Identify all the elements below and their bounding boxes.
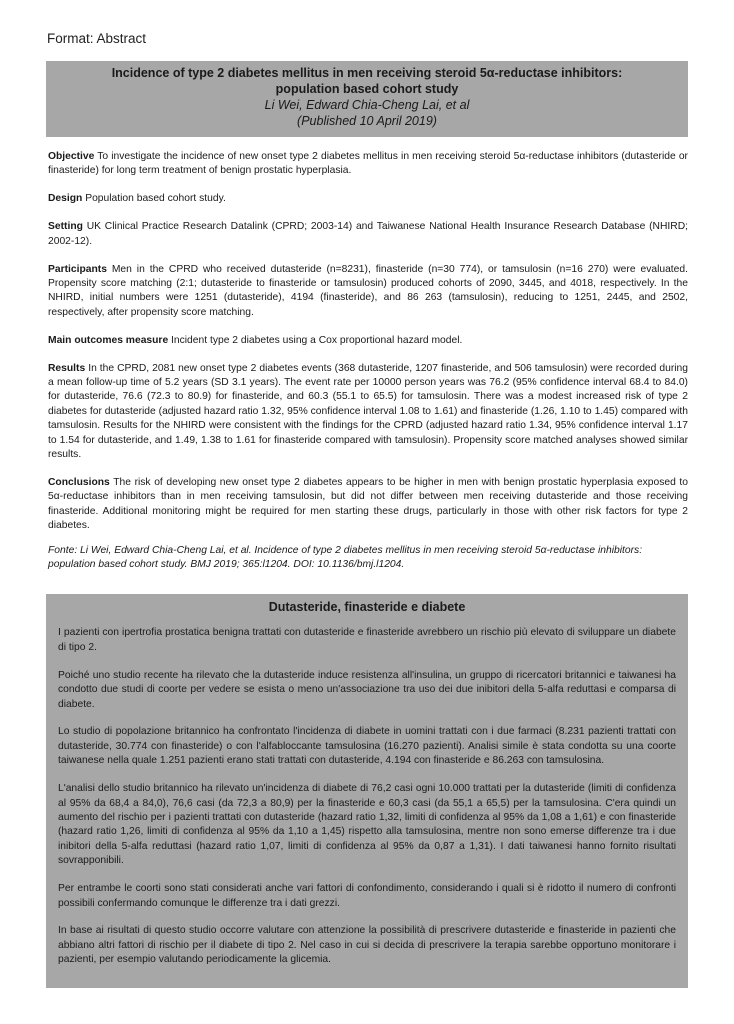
article-header <box>46 61 688 137</box>
main-outcomes-label: Main outcomes measure <box>48 334 169 346</box>
source-citation: Fonte: Li Wei, Edward Chia-Cheng Lai, et al. Incidence of type 2 diabetes mellitus in men receiving steroid 5α-reductase inhibitors: population based cohort study. BMJ 2019; 365:l1204. DOI: 10.1136/bmj.l1204. <box>48 545 643 571</box>
design-text: Population based cohort study. <box>82 193 226 205</box>
conclusions-section <box>48 476 688 534</box>
format-label: Format: Abstract <box>47 31 147 46</box>
authors: Li Wei, Edward Chia-Cheng Lai, et al <box>264 98 470 112</box>
setting-label: Setting <box>48 221 83 233</box>
design-section <box>48 192 688 206</box>
participants-label: Participants <box>48 263 107 275</box>
objective-section <box>48 150 688 179</box>
italian-paragraph: In base ai risultati di questo studio occorre valutare con attenzione la possibilità di prescrivere dutasteride e finasteride in pazienti che abbiano altri fattori di rischio per il diabete di tipo 2. Nel caso in cui si decida di prescrivere la terapia sarebbe opportuno monitorare i pazienti, per esempio valutando periodicamente la glicemia. <box>58 925 676 966</box>
setting-section <box>48 220 688 249</box>
results-text: In the CPRD, 2081 new onset type 2 diabetes events (368 dutasteride, 1207 finasteride, and 506 tamsulosin) were recorded during a mean follow-up time of 5.2 years (SD 3.1 years). The event rate per 10000 person years was 76.2 (95% confidence interval 68.4 to 84.0) for dutasteride, 76.6 (72.3 to 80.9) for finasteride, and 60.3 (55.1 to 65.5) for tamsulosin. There was a modest increased risk of type 2 diabetes for dutasteride (adjusted hazard ratio 1.32, 95% confidence interval 1.08 to 1.61) and finasteride (1.26, 1.10 to 1.45) compared with tamsulosin. Results for the NHIRD were consistent with the findings for the CPRD (adjusted hazard ratio 1.34, 95% confidence interval 1.17 to 1.54 for dutasteride, and 1.49, 1.38 to 1.61 for finasteride compared with tamsulosin). Propensity score matched analyses showed similar results. <box>48 362 688 460</box>
published-date: (Published 10 April 2019) <box>297 114 437 128</box>
italian-summary-title: Dutasteride, finasteride e diabete <box>268 600 466 614</box>
conclusions-text: The risk of developing new onset type 2 diabetes appears to be higher in men with benign prostatic hyperplasia exposed to 5α-reductase inhibitors than in men receiving tamsulosin, but did not differ between men receiving dutasteride and those receiving finasteride. Additional monitoring might be required for men starting these drugs, particularly in those with other risk factors for type 2 diabetes. <box>48 476 688 532</box>
title-line-1: Incidence of type 2 diabetes mellitus in men receiving steroid 5α-reductase inhibitors: <box>111 66 623 80</box>
italian-paragraph: Per entrambe le coorti sono stati considerati anche vari fattori di confondimento, considerando i quali si è ridotto il numero di confronti possibili confermando comunque le differenze tra i dati grezzi. <box>58 883 676 909</box>
setting-text: UK Clinical Practice Research Datalink (CPRD; 2003-14) and Taiwanese National Health Insurance Research Database (NHIRD; 2002-12). <box>48 221 688 247</box>
italian-paragraph: Lo studio di popolazione britannico ha confrontato l'incidenza di diabete in uomini trattati con i due farmaci (8.231 pazienti trattati con dutasteride, 30.774 con finasteride) o con l'alfabloccante tamsulosina (16.270 pazienti). Analisi simile è stata condotta su una coorte taiwanese nella quale 1.251 pazienti erano stati trattati con dutasteride, 4.194 con finasteride e 86.263 con tamsulosina. <box>58 726 676 767</box>
results-label: Results <box>48 362 86 374</box>
conclusions-label: Conclusions <box>48 476 110 488</box>
results-section <box>48 362 688 463</box>
objective-text: To investigate the incidence of new onset type 2 diabetes mellitus in men receiving steroid 5α-reductase inhibitors (dutasteride or finasteride) for long term treatment of benign prostatic hyperplasia. <box>48 151 688 177</box>
objective-label: Objective <box>48 151 95 162</box>
main-outcomes-section <box>48 334 688 348</box>
title-line-2: population based cohort study <box>275 82 459 96</box>
italian-paragraph: I pazienti con ipertrofia prostatica benigna trattati con dutasteride e finasteride avrebbero un rischio più elevato di sviluppare un diabete di tipo 2. <box>58 627 676 653</box>
participants-section <box>48 263 688 321</box>
italian-paragraph: Poiché uno studio recente ha rilevato che la dutasteride induce resistenza all'insulina, un gruppo di ricercatori britannici e taiwanesi ha condotto due studi di coorte per vedere se esista o meno un'associazione tra uso dei due inibitori della 5-alfa reduttasi e comparsa di diabete. <box>58 669 676 710</box>
italian-paragraph: L'analisi dello studio britannico ha rilevato un'incidenza di diabete di 76,2 casi ogni 10.000 trattati per la dutasteride (limiti di confidenza al 95% da 68,4 a 84,0), 76,6 casi (da 72,3 a 80,9) per la finasteride e 60,3 casi (da 55,1 a 65,5) per la tamsulosina. C'era quindi un aumento del rischio per i pazienti trattati con dutasteride (hazard ratio 1,32, limiti di confidenza al 95% da 1,08 a 1,61) e con finasteride (hazard ratio 1,26, limiti di confidenza al 95% da 1,10 a 1,45) rispetto alla tamsulosina, mentre non sono emerse differenze tra i due inibitori della 5-alfa reduttasi (hazard ratio 1,07, limiti di confidenza al 95% da 0,87 a 1,31). I dati taiwanesi hanno fornito risultati sovrapponibili. <box>58 783 676 867</box>
design-label: Design <box>48 193 83 205</box>
italian-summary-box <box>46 594 688 988</box>
abstract-body <box>48 150 688 547</box>
main-outcomes-text: Incident type 2 diabetes using a Cox proportional hazard model. <box>168 334 463 346</box>
participants-text: Men in the CPRD who received dutasteride (n=8231), finasteride (n=30 774), or tamsulosin (n=16 270) were evaluated. Propensity score matching (2:1; dutasteride to finasteride or tamsulosin) produced cohorts of 2090, 3445, and 4018, respectively. In the NHIRD, initial numbers were 1251 (dutasteride), 4194 (finasteride), and 86 263 (tamsulosin), reducing to 1251, 2445, and 2502, respectively, after propensity score matching. <box>48 263 688 318</box>
